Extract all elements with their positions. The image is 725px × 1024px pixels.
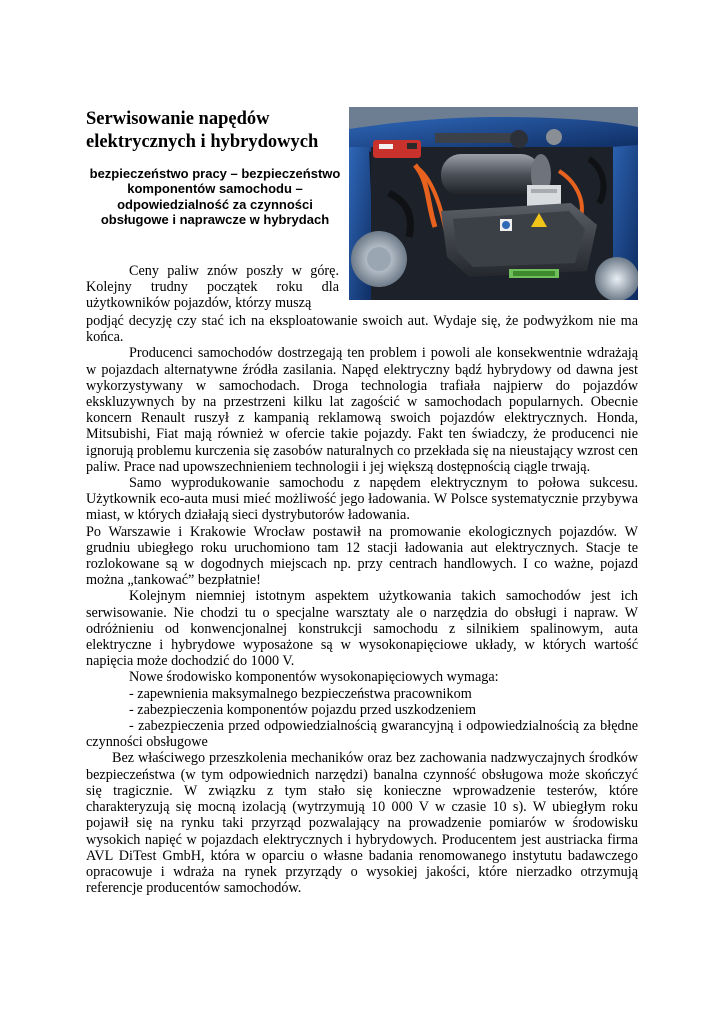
body-paragraph: Producenci samochodów dostrzegają ten problem i powoli ale konsekwentnie wdrażają w pojazdach alternatywne źródła zasilania. Napęd elektryczny bądź hybrydowy od dawna jest wykorzystywany w samochodach. Droga technologia trafiała najpierw do pojazdów ekskluzywnych by na przestrzeni kilku lat zagościć w samochodach popularnych. Obecnie koncern Renault ruszył z kampanią reklamową swoich pojazdów elektrycznych. Honda, Mitsubishi, Fiat mają również w ofercie takie pojazdy. Fakt ten świadczy, że producenci nie ignorują problemu kurczenia się zasobów naturalnych co przekłada się na nieustający wzrost cen paliw. Prace nad upowszechnieniem technologii i jej większą dostępnością ciągle trwają. (86, 345, 638, 475)
requirement-item: - zabezpieczenia komponentów pojazdu przed uszkodzeniem (129, 701, 477, 718)
article-body (86, 313, 638, 896)
body-paragraph: Nowe środowisko komponentów wysokonapięciowych wymaga: (129, 669, 499, 686)
requirement-item: - zapewnienia maksymalnego bezpieczeństwa pracownikom (129, 685, 472, 702)
intro-paragraph: Ceny paliw znów poszły w górę. Kolejny trudny początek roku dla użytkowników pojazdów, którzy muszą (86, 263, 339, 312)
body-paragraph: Samo wyprodukowanie samochodu z napędem elektrycznym to połowa sukcesu. Użytkownik eco-auta musi mieć możliwość jego ładowania. W Polsce systematycznie przybywa miast, w których działają sieci dystrybutorów ładowania. (86, 475, 638, 524)
body-paragraph: Kolejnym niemniej istotnym aspektem użytkowania takich samochodów jest ich serwisowanie. Nie chodzi tu o specjalne warsztaty ale o narzędzia do obsługi i napraw. W odróżnieniu od konwencjonalnej konstrukcji samochodu z silnikiem spalinowym, auta elektryczne i hybrydowe wyposażone są w wysokonapięciowe układy, w których wartość napięcia może dochodzić do 1000 V. (86, 588, 638, 670)
requirement-item: - zabezpieczenia przed odpowiedzialnością gwarancyjną i odpowiedzialnością za błędne czynności obsługowe (86, 718, 638, 751)
body-paragraph: Po Warszawie i Krakowie Wrocław postawił na promowanie ekologicznych pojazdów. W grudniu ubiegłego roku uruchomiono tam 12 stacji ładowania aut elektrycznych. Stacje te rozlokowane są w dogodnych miejscach np. przy centrach handlowych. I co ważne, pojazd można „tankować” bezpłatnie! (86, 523, 638, 589)
body-paragraph: Bez właściwego przeszkolenia mechaników oraz bez zachowania nadzwyczajnych środków bezpieczeństwa (w tym odpowiednich narzędzi) banalna czynność obsługowa może skończyć się tragicznie. W związku z tym stało się konieczne wprowadzenie testerów, które charakteryzują się mocną izolacją (wytrzymują 10 000 V w czasie 10 s). W ubiegłym roku pojawił się na rynku taki przyrząd pozwalający na prowadzenie pomiarów w środowisku wysokich napięć w pojazdach elektrycznych i hybrydowych. Producentem jest austriacka firma AVL DiTest GmbH, która w oparciu o własne badania renomowanego instytutu badawczego opracowuje i wdraża na rynek przyrządy o wysokiej jakości, które nierzadko otrzymują referencje producentów samochodów. (86, 750, 638, 897)
article-title: Serwisowanie napędów elektrycznych i hybrydowych (86, 109, 319, 152)
article-subtitle: bezpieczeństwo pracy – bezpieczeństwo komponentów samochodu – odpowiedzialność za czynności obsługowe i naprawcze w hybrydach (89, 166, 341, 227)
engine-bay-photo (349, 107, 638, 300)
body-paragraph: podjąć decyzję czy stać ich na eksploatowanie swoich aut. Wydaje się, że podwyżkom nie ma końca. (86, 313, 638, 346)
